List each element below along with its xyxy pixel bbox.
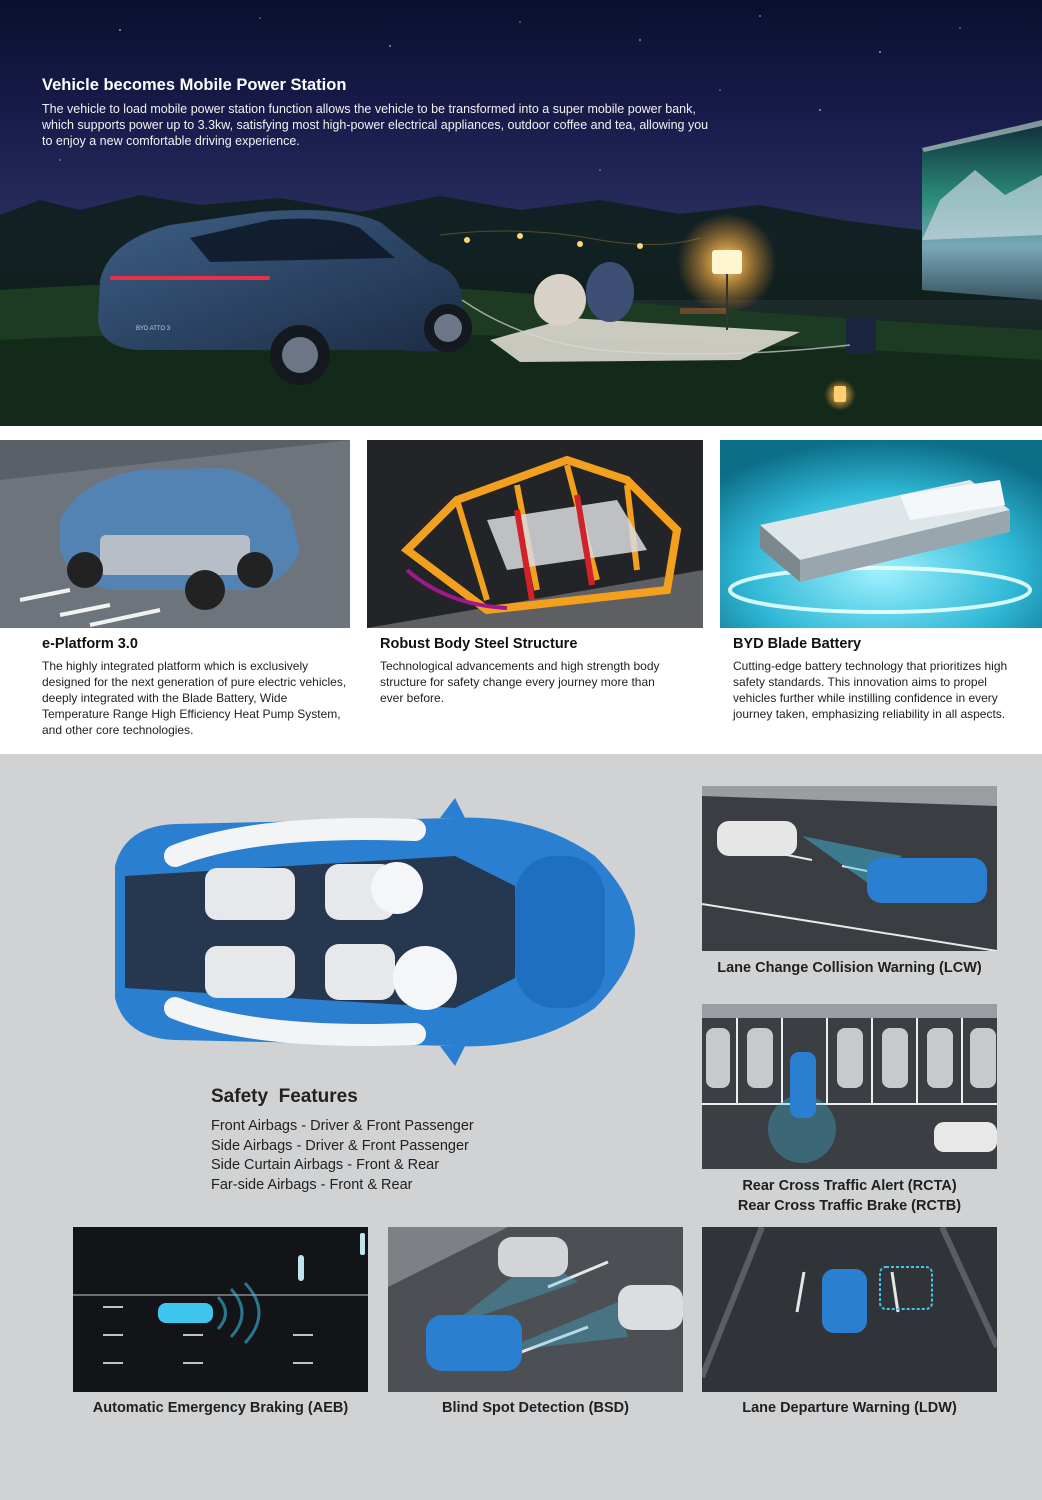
body-steel-structure-image (367, 440, 703, 628)
aeb-image (73, 1227, 368, 1392)
rcta-image (702, 1004, 997, 1169)
hero-description: The vehicle to load mobile power station function allows the vehicle to be transformed into a super mobile power bank, which supports power up to 3.3kw, satisfying most high-power electrical appliances, outdoor coffee and tea, allowing you to enjoy a new comfortable driving experience. (42, 102, 709, 148)
rcta-rctb-caption (702, 1177, 997, 1216)
aeb-caption: Automatic Emergency Braking (AEB) (92, 1400, 349, 1416)
rctb-caption: Rear Cross Traffic Brake (RCTB) (737, 1197, 962, 1214)
bsd-caption: Blind Spot Detection (BSD) (442, 1400, 629, 1416)
ldw-image (702, 1227, 997, 1392)
blade-battery-image (720, 440, 1042, 628)
safety-item: Front Airbags - Driver & Front Passenger (211, 1118, 474, 1134)
airbag-car-topview-image (95, 796, 635, 1068)
e-platform-image (0, 440, 350, 628)
feature-title-e-platform: e-Platform 3.0 (42, 636, 138, 652)
hero-title: Vehicle becomes Mobile Power Station (42, 76, 347, 94)
safety-features-list (211, 1117, 474, 1195)
bsd-image (388, 1227, 683, 1392)
car-badge: BYD ATTO 3 (136, 326, 171, 332)
lcw-caption: Lane Change Collision Warning (LCW) (717, 960, 982, 976)
hero-night-scene (0, 0, 1042, 426)
feature-desc-body-structure: Technological advancements and high strength body structure for safety change every journey more than ever before. (380, 659, 660, 705)
safety-item: Side Curtain Airbags - Front & Rear (211, 1157, 440, 1173)
feature-title-blade-battery: BYD Blade Battery (733, 636, 862, 652)
feature-desc-e-platform: The highly integrated platform which is exclusively designed for the next generation of pure electric vehicles, deeply integrated with the Blade Battery, Wide Temperature Range High Efficiency Heat Pump System, and other core technologies. (42, 659, 347, 737)
safety-item: Side Airbags - Driver & Front Passenger (211, 1137, 469, 1154)
safety-item: Far-side Airbags - Front & Rear (211, 1176, 413, 1193)
lcw-image (702, 786, 997, 951)
feature-title-body-structure: Robust Body Steel Structure (380, 636, 578, 652)
rcta-caption: Rear Cross Traffic Alert (RCTA) (742, 1178, 957, 1194)
ldw-caption: Lane Departure Warning (LDW) (742, 1400, 957, 1416)
safety-features-title: Safety Features (211, 1086, 358, 1107)
hero-section (0, 0, 1042, 426)
feature-desc-blade-battery: Cutting-edge battery technology that prioritizes high safety standards. This innovation aims to propel vehicles further while instilling confidence in every journey taken, emphasizing reliability in all aspects. (733, 659, 1008, 721)
